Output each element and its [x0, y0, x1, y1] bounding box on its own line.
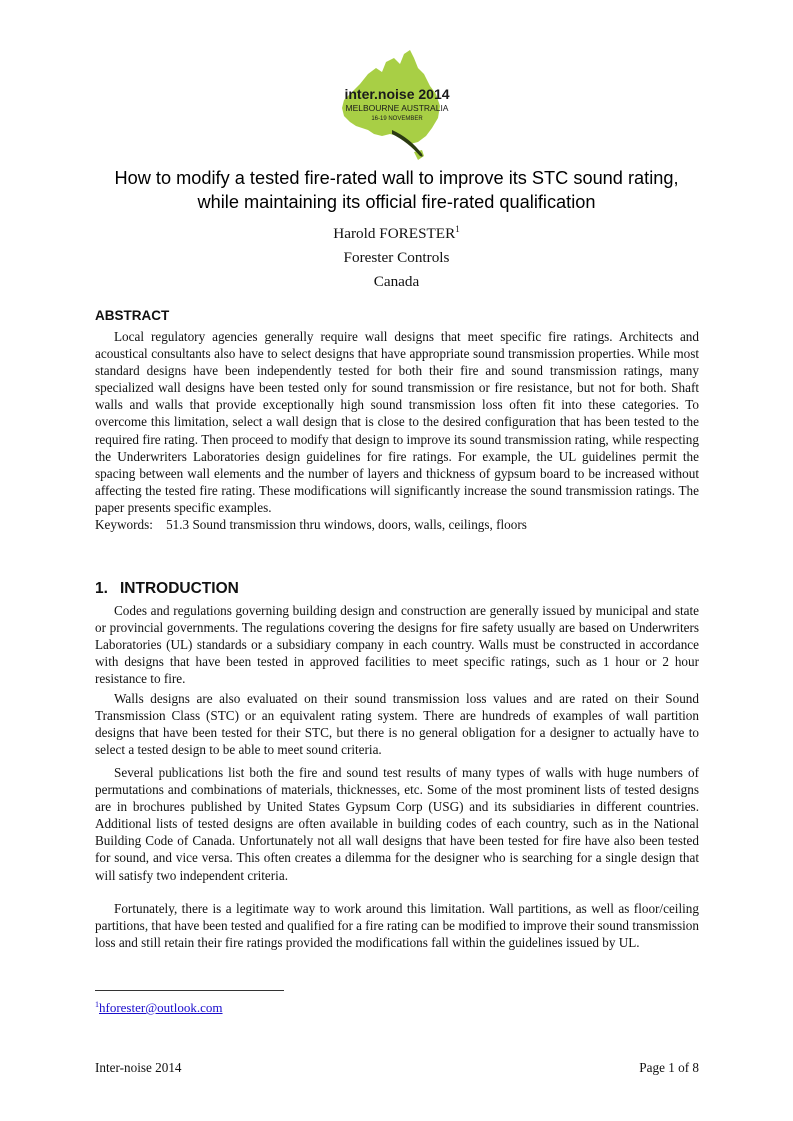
footer-conference: Inter-noise 2014	[95, 1060, 182, 1075]
australia-map-icon	[330, 44, 465, 162]
author-name	[0, 224, 793, 245]
title-line-2: while maintaining its official fire-rated qualification	[197, 192, 596, 212]
keywords-line	[95, 517, 527, 533]
section-number: 1.	[95, 580, 108, 597]
author-text: Harold FORESTER	[333, 225, 456, 242]
author-affiliation: Forester Controls	[343, 249, 450, 266]
intro-paragraph-2: Walls designs are also evaluated on their sound transmission loss values and are rated on their Sound Transmission Class (STC) or an equivalent rating system. There are hundreds of examples of wall partition designs that have been tested for their STC, but there is no general obligation for a designer to actually have to select a tested design to be able to meet sound criteria.	[95, 691, 699, 758]
intro-paragraph-4: Fortunately, there is a legitimate way to work around this limitation. Wall partitions, as well as floor/ceiling partitions, that have been tested and qualified for a fire rating can be modified to improve their sound transmission loss and still retain their fire ratings provided the modifications fall within the guidelines issued by UL.	[95, 901, 699, 951]
footnote-marker: 1	[95, 1000, 99, 1009]
abstract-text: Local regulatory agencies generally require wall designs that meet specific fire ratings. Architects and acoustical consultants also have to select designs that have appropriate sound transmission properties. While most standard designs have been independently tested for both their fire and sound transmission ratings, many specialized wall designs have been tested only for sound transmission or fire resistance, but not for both. Shaft walls and walls that provide exceptionally high sound transmission loss often fit into these categories. To overcome this limitation, select a wall design that is close to the desired configuration that has been tested to the required fire rating. Then proceed to modify that design to improve its sound transmission rating, while respecting the Underwriters Laboratories design guidelines for fire ratings. For example, the UL guidelines permit the spacing between wall elements and the number of layers and thickness of gypsum board to be increased without affecting the tested fire rating. These modifications will significantly increase the sound transmission ratings. The paper presents specific examples.	[95, 329, 699, 515]
conference-logo	[330, 44, 465, 162]
title-line-1: How to modify a tested fire-rated wall to improve its STC sound rating,	[114, 168, 679, 188]
footnote-divider	[95, 990, 284, 991]
paper-title	[60, 166, 733, 214]
author-country: Canada	[373, 273, 420, 290]
abstract-heading: ABSTRACT	[95, 308, 170, 323]
logo-dates: 16-19 NOVEMBER	[371, 116, 423, 122]
footnote	[95, 1000, 223, 1016]
logo-subtitle: MELBOURNE AUSTRALIA	[345, 103, 449, 113]
section-title: INTRODUCTION	[120, 580, 239, 597]
intro-paragraph-3: Several publications list both the fire and sound test results of many types of walls with huge numbers of permutations and combinations of materials, thicknesses, etc. Some of the most prominent lists of tested designs are in brochures published by United States Gypsum Corp (USG) and its subsidiaries in different countries. Additional lists of tested designs are often available in building codes of each country, such as in the National Building Code of Canada. Unfortunately not all wall designs that have been tested for fire have also been tested for sound, and vice versa. This often creates a dilemma for the designer who is searching for a single design that will satisfy two independent criteria.	[95, 765, 699, 883]
intro-paragraph-1: Codes and regulations governing building design and construction are generally issued by municipal and state or provincial governments. The regulations covering the designs for fire safety usually are based on Underwriters Laboratories (UL) standards or a subsidiary company in each country. Walls must be constructed in accordance with designs that have been tested in approved facilities to meet specific ratings, such as 1 hour or 2 hour resistance to fire.	[95, 603, 699, 687]
logo-title: inter.noise 2014	[344, 86, 450, 102]
author-email-link[interactable]: hforester@outlook.com	[99, 1000, 223, 1015]
keywords-label: Keywords:	[95, 517, 153, 532]
keywords-value: 51.3 Sound transmission thru windows, doors, walls, ceilings, floors	[166, 517, 527, 532]
author-footnote-marker: 1	[455, 224, 460, 234]
section-heading-introduction	[95, 580, 239, 598]
footer-page-number: Page 1 of 8	[639, 1060, 699, 1075]
